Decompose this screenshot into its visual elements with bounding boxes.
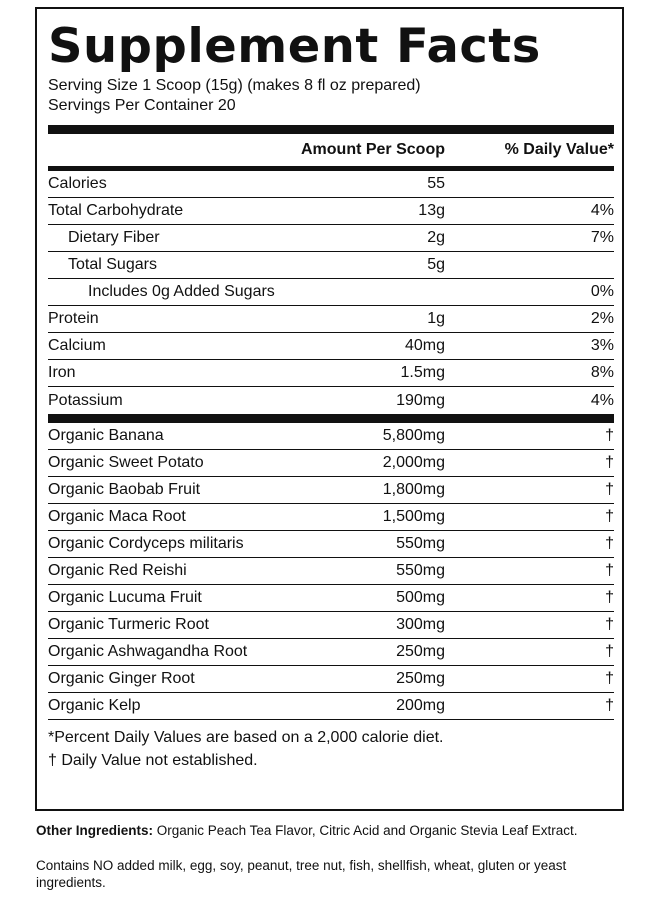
nutrient-dv: 4% — [590, 391, 614, 409]
ingredient-dv: † — [605, 589, 614, 606]
other-ingredients-text: Organic Peach Tea Flavor, Citric Acid and Organic Stevia Leaf Extract. — [156, 823, 578, 838]
nutrient-name: Total Carbohydrate — [48, 202, 184, 219]
nutrient-row — [48, 252, 614, 279]
ingredient-amount: 1,800mg — [382, 481, 445, 498]
ingredient-dv: † — [605, 535, 614, 552]
nutrient-row — [48, 387, 614, 414]
serving-size: Serving Size 1 Scoop (15g) (makes 8 fl oz prepared) — [48, 77, 421, 94]
serving-info — [48, 76, 614, 116]
ingredient-row — [48, 693, 614, 720]
ingredient-row — [48, 639, 614, 666]
ingredient-amount: 550mg — [396, 562, 445, 579]
ingredient-row — [48, 666, 614, 693]
nutrient-dv: 0% — [590, 283, 614, 300]
nutrient-dv: 8% — [590, 364, 614, 381]
ingredient-row — [48, 531, 614, 558]
ingredient-list — [48, 423, 614, 720]
ingredient-row — [48, 612, 614, 639]
nutrient-row — [48, 279, 614, 306]
ingredient-row — [48, 585, 614, 612]
nutrient-row — [48, 171, 614, 198]
ingredient-dv: † — [605, 697, 614, 714]
ingredient-dv: † — [605, 616, 614, 633]
nutrient-name: Total Sugars — [68, 256, 157, 273]
footnotes — [48, 726, 614, 772]
ingredient-dv: † — [605, 508, 614, 525]
nutrient-name: Calcium — [48, 337, 106, 354]
ingredient-dv: † — [605, 670, 614, 687]
ingredient-dv: † — [605, 562, 614, 579]
nutrient-amount: 40mg — [404, 337, 445, 354]
amount-column-header: Amount Per Scoop — [300, 141, 445, 158]
ingredient-name: Organic Cordyceps militaris — [48, 535, 244, 552]
other-ingredients-label: Other Ingredients: — [36, 823, 154, 838]
dv-not-established-footnote: † Daily Value not established. — [48, 752, 258, 769]
ingredient-amount: 550mg — [396, 535, 445, 552]
nutrient-row — [48, 225, 614, 252]
nutrient-row — [48, 306, 614, 333]
nutrient-name: Potassium — [48, 391, 123, 409]
nutrient-list — [48, 171, 614, 414]
nutrient-dv: 2% — [590, 310, 614, 327]
ingredient-amount: 250mg — [396, 643, 445, 660]
nutrient-amount: 2g — [427, 229, 445, 246]
ingredient-row — [48, 450, 614, 477]
nutrient-amount: 13g — [418, 202, 445, 219]
column-header — [48, 134, 614, 166]
allergen-statement: Contains NO added milk, egg, soy, peanut, tree nut, fish, shellfish, wheat, gluten or yeast ingredients. — [36, 858, 567, 890]
other-ingredients — [36, 822, 636, 840]
ingredient-name: Organic Kelp — [48, 697, 141, 714]
ingredient-name: Organic Red Reishi — [48, 562, 187, 579]
thick-divider — [48, 125, 614, 134]
ingredient-dv: † — [605, 643, 614, 660]
ingredient-row — [48, 558, 614, 585]
ingredient-dv: † — [605, 454, 614, 471]
ingredient-amount: 500mg — [396, 589, 445, 606]
servings-per-container: Servings Per Container 20 — [48, 97, 236, 114]
nutrient-amount: 1.5mg — [400, 364, 445, 381]
nutrient-row — [48, 360, 614, 387]
nutrient-row — [48, 198, 614, 225]
ingredient-name: Organic Baobab Fruit — [48, 481, 201, 498]
ingredient-row — [48, 477, 614, 504]
ingredient-dv: † — [605, 427, 614, 444]
ingredient-name: Organic Maca Root — [48, 508, 186, 525]
ingredient-name: Organic Turmeric Root — [48, 616, 209, 633]
ingredient-amount: 2,000mg — [382, 454, 445, 471]
daily-value-column-header: % Daily Value* — [504, 141, 614, 158]
nutrient-dv: 7% — [590, 229, 614, 246]
ingredients-divider — [48, 414, 614, 423]
ingredient-amount: 300mg — [396, 616, 445, 633]
ingredient-amount: 200mg — [396, 697, 445, 714]
nutrient-name: Includes 0g Added Sugars — [88, 283, 275, 300]
percent-dv-footnote: *Percent Daily Values are based on a 2,000 calorie diet. — [48, 729, 444, 746]
nutrient-amount: 5g — [427, 256, 445, 273]
ingredient-dv: † — [605, 481, 614, 498]
ingredient-row — [48, 504, 614, 531]
nutrient-dv: 3% — [590, 337, 614, 354]
ingredient-name: Organic Banana — [48, 427, 164, 444]
nutrient-name: Dietary Fiber — [68, 229, 160, 246]
ingredient-amount: 1,500mg — [382, 508, 445, 525]
ingredient-name: Organic Sweet Potato — [48, 454, 204, 471]
ingredient-name: Organic Ashwagandha Root — [48, 643, 248, 660]
nutrient-name: Protein — [48, 310, 99, 327]
ingredient-amount: 250mg — [396, 670, 445, 687]
nutrient-row — [48, 333, 614, 360]
nutrient-name: Calories — [48, 175, 107, 192]
nutrient-dv: 4% — [590, 202, 614, 219]
ingredient-name: Organic Lucuma Fruit — [48, 589, 202, 606]
nutrient-name: Iron — [48, 364, 76, 381]
ingredient-row — [48, 423, 614, 450]
nutrient-amount: 1g — [427, 310, 445, 327]
nutrient-amount: 55 — [427, 175, 445, 192]
ingredient-name: Organic Ginger Root — [48, 670, 195, 687]
ingredient-amount: 5,800mg — [382, 427, 445, 444]
panel-title: Supplement Facts — [48, 19, 541, 74]
nutrient-amount: 190mg — [396, 391, 445, 409]
supplement-facts-panel — [35, 7, 624, 811]
